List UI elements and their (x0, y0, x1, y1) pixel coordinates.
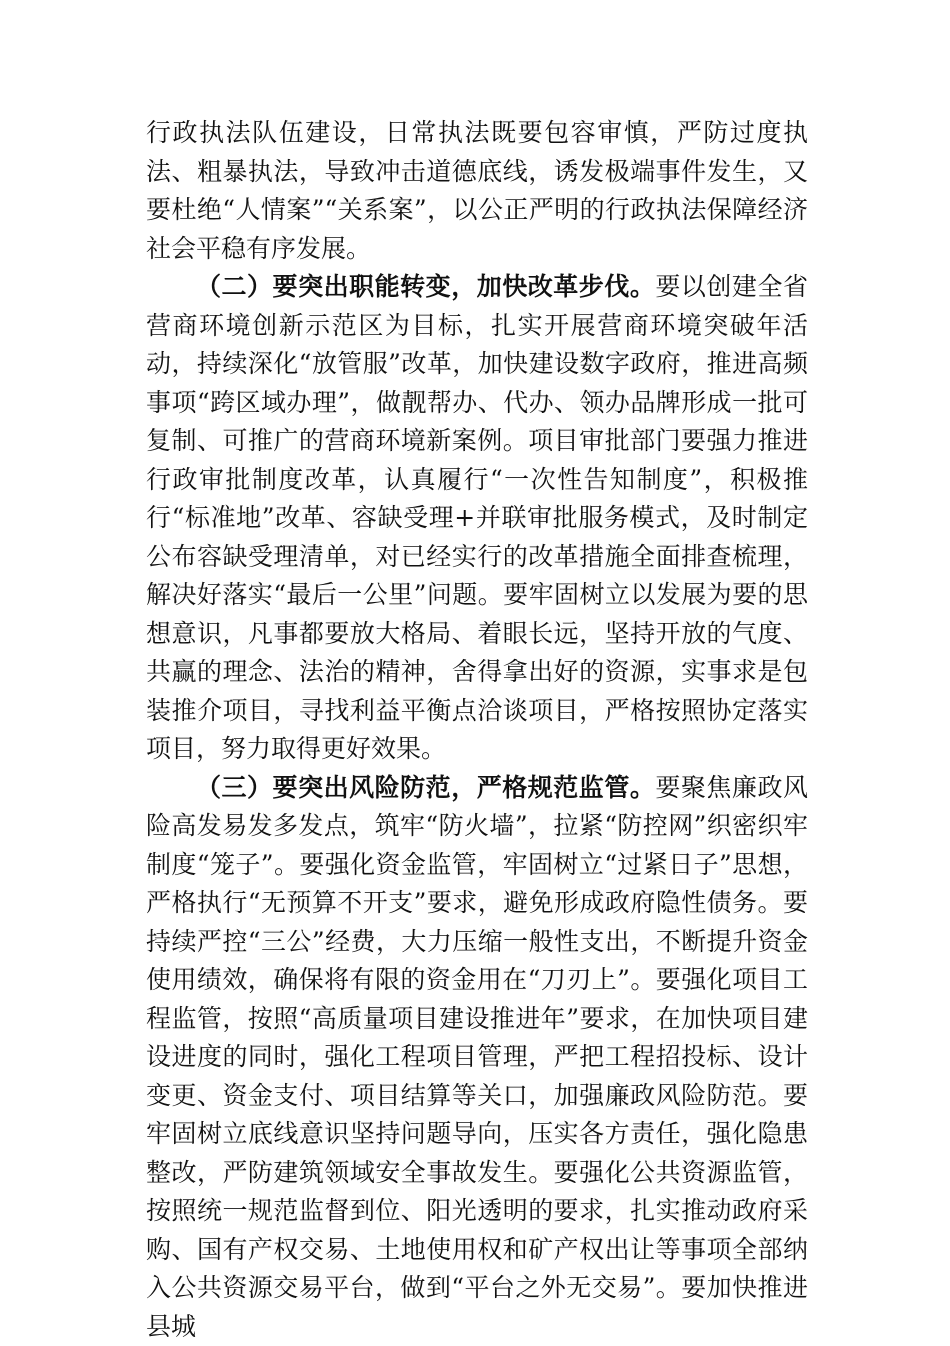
paragraph-body: 要聚焦廉政风险高发易发多发点，筑牢“防火墙”，拉紧“防控网”织密织牢制度“笼子”。要强化资金监管，牢固树立“过紧日子”思想，严格执行“无预算不开支”要求，避免形成政府隐性债务。要持续严控“三公”经费，大力压缩一般性支出，不断提升资金使用绩效，确保将有限的资金用在“刀刃上”。要强化项目工程监管，按照“高质量项目建设推进年”要求，在加快项目建设进度的同时，强化工程项目管理，严把工程招投标、设计变更、资金支付、项目结算等关口，加强廉政风险防范。要牢固树立底线意识坚持问题导向，压实各方责任，强化隐患整改，严防建筑领域安全事故发生。要强化公共资源监管，按照统一规范监督到位、阳光透明的要求，扎实推动政府采购、国有产权交易、土地使用权和矿产权出让等事项全部纳入公共资源交易平台，做到“平台之外无交易”。要加快推进县城 (146, 773, 808, 1341)
paragraph-body: 行政执法队伍建设，日常执法既要包容审慎，严防过度执法、粗暴执法，导致冲击道德底线，诱发极端事件发生，又要杜绝“人情案”“关系案”，以公正严明的行政执法保障经济社会平稳有序发展。 (146, 118, 808, 263)
paragraph-section-3 (146, 769, 808, 1346)
document-body (146, 114, 808, 1346)
section-heading: （二）要突出职能转变，加快改革步伐。 (196, 272, 655, 301)
section-heading: （三）要突出风险防范，严格规范监管。 (196, 773, 655, 802)
paragraph-body: 要以创建全省营商环境创新示范区为目标，扎实开展营商环境突破年活动，持续深化“放管服”改革，加快建设数字政府，推进高频事项“跨区域办理”，做靓帮办、代办、领办品牌形成一批可复制、可推广的营商环境新案例。项目审批部门要强力推进行政审批制度改革，认真履行“一次性告知制度”，积极推行“标准地”改革、容缺受理+并联审批服务模式，及时制定公布容缺受理清单，对已经实行的改革措施全面排查梳理，解决好落实“最后一公里”问题。要牢固树立以发展为要的思想意识，凡事都要放大格局、着眼长远，坚持开放的气度、共赢的理念、法治的精神，舍得拿出好的资源，实事求是包装推介项目，寻找利益平衡点洽谈项目，严格按照协定落实项目，努力取得更好效果。 (146, 272, 808, 763)
paragraph-section-2 (146, 268, 808, 769)
paragraph-continuation (146, 114, 808, 268)
